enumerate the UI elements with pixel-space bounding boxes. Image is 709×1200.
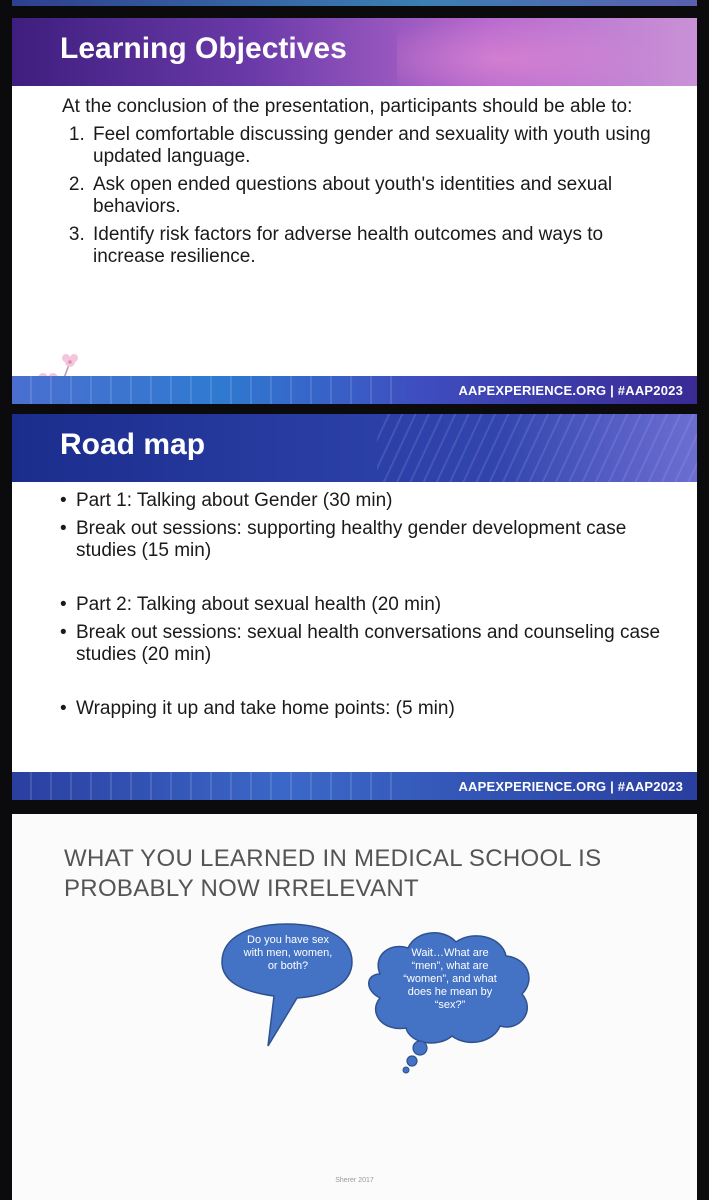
footer-text: AAPEXPERIENCE.ORG | #AAP2023 bbox=[458, 779, 683, 794]
slide-title-banner bbox=[12, 18, 697, 86]
thought-dot bbox=[413, 1041, 427, 1055]
objectives-list bbox=[62, 124, 662, 268]
banner-fade bbox=[497, 414, 697, 482]
roadmap-item bbox=[60, 698, 670, 720]
thought-dot bbox=[407, 1056, 417, 1066]
slide-footer bbox=[12, 376, 697, 404]
intro-text: At the conclusion of the presentation, participants should be able to: bbox=[62, 96, 633, 117]
footer-text: AAPEXPERIENCE.ORG | #AAP2023 bbox=[458, 383, 683, 398]
slide-title: WHAT YOU LEARNED IN MEDICAL SCHOOL IS PROBABLY NOW IRRELEVANT bbox=[64, 845, 602, 902]
roadmap-text: Part 1: Talking about Gender (30 min) bbox=[76, 490, 393, 511]
slide-title-banner bbox=[12, 414, 697, 482]
bullet-icon: • bbox=[60, 698, 67, 719]
roadmap-item bbox=[60, 622, 670, 666]
roadmap-text: Wrapping it up and take home points: (5 min) bbox=[76, 698, 455, 719]
slide-learning-objectives[interactable] bbox=[12, 18, 697, 404]
thought-dot bbox=[403, 1067, 409, 1073]
banner-glow bbox=[397, 18, 657, 86]
speech-bubbles bbox=[212, 914, 542, 1074]
slide-road-map[interactable] bbox=[12, 414, 697, 800]
objective-item: 2. Ask open ended questions about youth's identities and sexual behaviors. bbox=[90, 174, 662, 218]
slide-title: Learning Objectives bbox=[60, 32, 347, 65]
roadmap-item bbox=[60, 490, 670, 512]
roadmap-text: Break out sessions: sexual health conversations and counseling case studies (20 min) bbox=[76, 622, 661, 665]
roadmap-text: Part 2: Talking about sexual health (20 min) bbox=[76, 594, 442, 615]
slide-body bbox=[62, 96, 662, 274]
bubble-left-text: Do you have sex with men, women, or both? bbox=[243, 934, 333, 972]
citation-text: Sherer 2017 bbox=[335, 1177, 374, 1184]
roadmap-item bbox=[60, 594, 670, 616]
bullet-icon: • bbox=[60, 622, 67, 643]
roadmap-item bbox=[60, 518, 670, 562]
previous-slide-edge bbox=[12, 0, 697, 6]
bullet-icon: • bbox=[60, 594, 67, 615]
objective-item: 1. Feel comfortable discussing gender and sexuality with youth using updated language. bbox=[90, 124, 662, 168]
slide-body bbox=[60, 490, 670, 726]
slide-medical-school[interactable] bbox=[12, 814, 697, 1200]
bullet-icon: • bbox=[60, 490, 67, 511]
objective-item: 3. Identify risk factors for adverse health outcomes and ways to increase resilience. bbox=[90, 224, 662, 268]
slide-title: Road map bbox=[60, 428, 206, 461]
bullet-icon: • bbox=[60, 518, 67, 539]
footer-graphic bbox=[12, 376, 392, 404]
footer-graphic bbox=[12, 772, 392, 800]
slide-footer bbox=[12, 772, 697, 800]
roadmap-text: Break out sessions: supporting healthy gender development case studies (15 min) bbox=[76, 518, 627, 561]
bubble-right-text: Wait…What are “men”, what are “women”, and what does he mean by “sex?” bbox=[403, 947, 497, 1011]
